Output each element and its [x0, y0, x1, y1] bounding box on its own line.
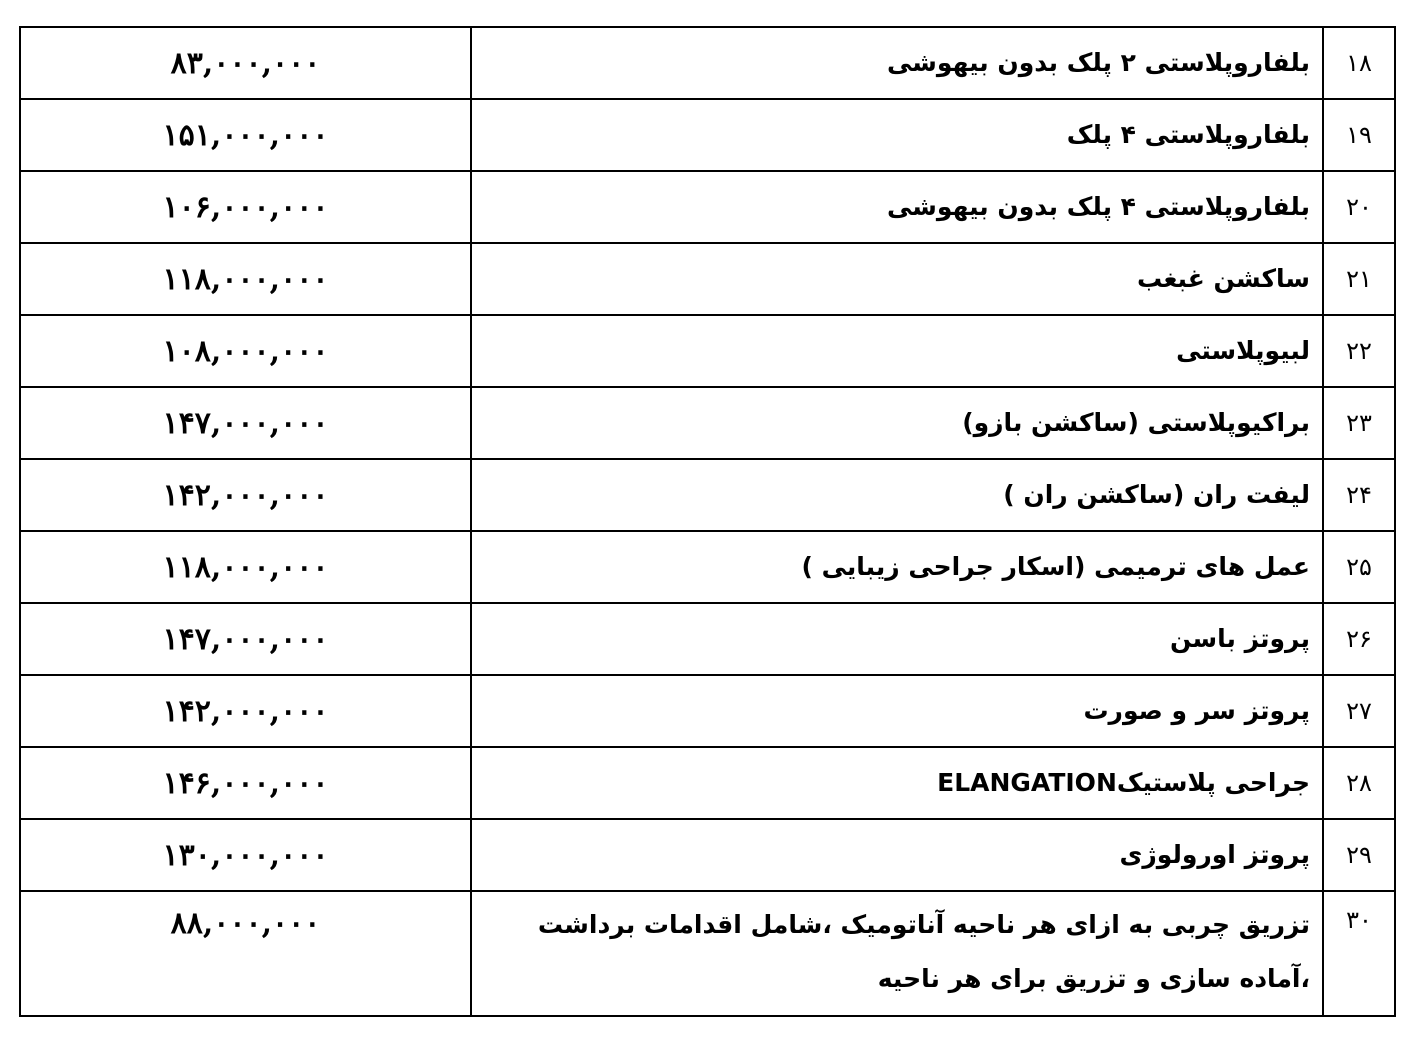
procedure-cell: بلفاروپلاستی ۴ پلک بدون بیهوشی	[471, 171, 1323, 243]
procedure-cell: براکیوپلاستی (ساکشن بازو)	[471, 387, 1323, 459]
price-cell: ۱۱۸,۰۰۰,۰۰۰	[20, 531, 471, 603]
row-number-cell: ۲۱	[1323, 243, 1395, 315]
procedure-cell: بلفاروپلاستی ۲ پلک بدون بیهوشی	[471, 27, 1323, 99]
price-cell: ۱۰۸,۰۰۰,۰۰۰	[20, 315, 471, 387]
table-row	[20, 99, 1395, 171]
price-cell: ۱۵۱,۰۰۰,۰۰۰	[20, 99, 471, 171]
row-number-cell: ۲۵	[1323, 531, 1395, 603]
row-number-cell: ۲۳	[1323, 387, 1395, 459]
table-row	[20, 315, 1395, 387]
price-cell: ۱۰۶,۰۰۰,۰۰۰	[20, 171, 471, 243]
table-row	[20, 387, 1395, 459]
price-cell: ۱۱۸,۰۰۰,۰۰۰	[20, 243, 471, 315]
table-row	[20, 27, 1395, 99]
table-row	[20, 171, 1395, 243]
price-cell: ۱۳۰,۰۰۰,۰۰۰	[20, 819, 471, 891]
price-cell: ۸۸,۰۰۰,۰۰۰	[20, 891, 471, 1016]
row-number-cell: ۲۸	[1323, 747, 1395, 819]
procedure-cell: تزریق چربی به ازای هر ناحیه آناتومیک ،شامل اقدامات برداشت ،آماده سازی و تزریق برای هر ناحیه	[471, 891, 1323, 1016]
procedure-cell: پروتز سر و صورت	[471, 675, 1323, 747]
procedure-cell: پروتز اورولوژی	[471, 819, 1323, 891]
procedure-cell: جراحی پلاستیکELANGATION	[471, 747, 1323, 819]
procedure-cell: بلفاروپلاستی ۴ پلک	[471, 99, 1323, 171]
procedure-cell: لیفت ران (ساکشن ران )	[471, 459, 1323, 531]
table-row	[20, 459, 1395, 531]
row-number-cell: ۲۰	[1323, 171, 1395, 243]
procedure-cell: عمل های ترمیمی (اسکار جراحی زیبایی )	[471, 531, 1323, 603]
row-number-cell: ۳۰	[1323, 891, 1395, 1016]
price-cell: ۱۴۲,۰۰۰,۰۰۰	[20, 459, 471, 531]
procedure-cell: ساکشن غبغب	[471, 243, 1323, 315]
row-number-cell: ۱۸	[1323, 27, 1395, 99]
price-cell: ۱۴۶,۰۰۰,۰۰۰	[20, 747, 471, 819]
table-row	[20, 531, 1395, 603]
row-number-cell: ۲۶	[1323, 603, 1395, 675]
table-row	[20, 747, 1395, 819]
row-number-cell: ۱۹	[1323, 99, 1395, 171]
table-row	[20, 819, 1395, 891]
price-cell: ۱۴۷,۰۰۰,۰۰۰	[20, 603, 471, 675]
row-number-cell: ۲۲	[1323, 315, 1395, 387]
table-row	[20, 891, 1395, 1016]
table-row	[20, 603, 1395, 675]
price-cell: ۱۴۲,۰۰۰,۰۰۰	[20, 675, 471, 747]
row-number-cell: ۲۷	[1323, 675, 1395, 747]
procedure-cell: لبیوپلاستی	[471, 315, 1323, 387]
row-number-cell: ۲۴	[1323, 459, 1395, 531]
price-cell: ۱۴۷,۰۰۰,۰۰۰	[20, 387, 471, 459]
price-cell: ۸۳,۰۰۰,۰۰۰	[20, 27, 471, 99]
row-number-cell: ۲۹	[1323, 819, 1395, 891]
table-row	[20, 243, 1395, 315]
price-table	[19, 26, 1396, 1017]
table-row	[20, 675, 1395, 747]
procedure-cell: پروتز باسن	[471, 603, 1323, 675]
